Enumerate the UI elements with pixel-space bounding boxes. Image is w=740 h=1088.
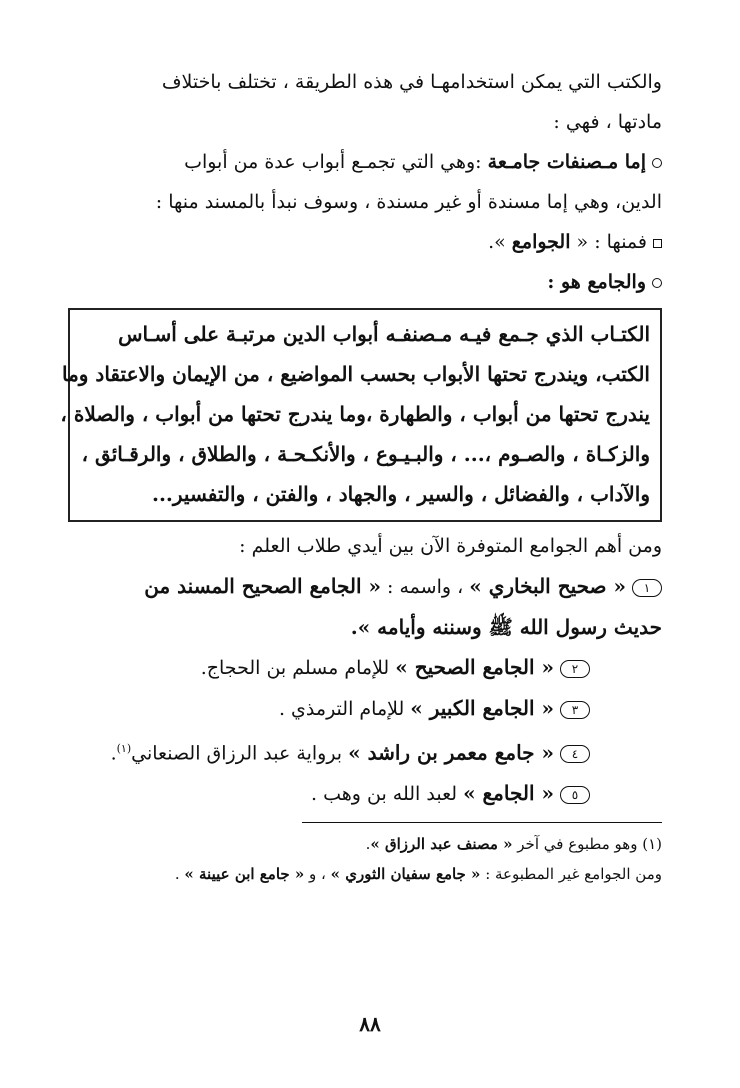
footnote-2-prefix: ومن الجوامع غير المطبوعة : [480, 865, 662, 884]
list-item [70, 729, 662, 773]
list-item-text: للإمام مسلم بن الحجاج. [200, 657, 396, 679]
intro-line-1: والكتب التي يمكن استخدامهـا في هذه الطريقة ، تختلف باختلاف [161, 71, 662, 93]
list-item-end: . [110, 742, 117, 765]
list-item [70, 688, 662, 729]
list-item-title: « الجامع الكبير » [410, 696, 554, 720]
list-item [70, 566, 662, 607]
list-item-title: « الجامع الصحيح » [395, 655, 554, 679]
list-item-line-2: حديث رسول الله ﷺ وسننه وأيامه ». [350, 615, 662, 639]
definition-line: والزكـاة ، والصـوم ،... ، والبـيـوع ، والأنكـحـة ، والطلاق ، والرقـائق ، [81, 442, 650, 466]
page-content [60, 62, 662, 889]
list-item-text: للإمام الترمذي . [278, 698, 411, 720]
circle-bullet-icon [652, 278, 662, 288]
footnote-1 [70, 829, 662, 859]
list-item-number: ٥ [560, 786, 590, 804]
square-bullet-icon [653, 239, 662, 248]
footnote-2-title-2: « جامع ابن عيينة » [184, 865, 305, 884]
list-item [70, 773, 662, 814]
list-item-number: ٢ [560, 660, 590, 678]
item-comprehensive-works [70, 142, 662, 182]
footnote-2 [70, 859, 662, 889]
footnote-1-end: . [365, 835, 371, 854]
item-comprehensive-line-2: الدين، وهي إما مسندة أو غير مسندة ، وسوف نبدأ بالمسند منها : [155, 191, 662, 213]
list-item-title: « جامع معمر بن راشد » [348, 740, 554, 765]
list-item-number: ١ [632, 579, 662, 597]
list-item-mid: ، واسمه : [381, 576, 470, 598]
list-item-number: ٤ [560, 745, 590, 763]
footnote-2-title-1: « جامع سفيان الثوري » [330, 865, 481, 884]
footnote-reference[interactable]: (١) [116, 742, 132, 755]
list-item-text: برواية عبد الرزاق الصنعاني [131, 742, 349, 765]
definition-line: الكتب، ويندرج تحتها الأبواب بحسب المواضيع ، من الإيمان والاعتقاد وما [61, 362, 650, 386]
item-comprehensive-title: إما مـصنفات جامـعة [487, 151, 646, 173]
definition-box [60, 308, 662, 522]
sub-item-prefix: فمنها : « [570, 231, 647, 253]
jami-definition-label [70, 262, 662, 302]
list-item-number: ٣ [560, 701, 590, 719]
jami-label-text: والجامع هو : [547, 271, 646, 293]
page-number: ٨٨ [359, 1012, 381, 1036]
circle-bullet-icon [652, 158, 662, 168]
list-item [70, 647, 662, 688]
definition-line: والآداب ، والفضائل ، والسير ، والجهاد ، والفتن ، والتفسير... [152, 482, 650, 506]
item-comprehensive-text: :وهي التي تجمـع أبواب عدة من أبواب [184, 151, 488, 173]
sub-item-jawami [70, 222, 662, 262]
list-item-title: « الجامع » [463, 781, 554, 806]
definition-line: الكتـاب الذي جـمع فيـه مـصنفـه أبواب الدين مرتبـة على أسـاس [118, 322, 650, 346]
footnote-2-mid: ، و [304, 865, 331, 884]
sub-item-title: الجوامع [511, 231, 571, 253]
footnote-1-prefix: (١) وهو مطبوع في آخر [512, 835, 662, 854]
footnote-1-title: « مصنف عبد الرزاق » [370, 835, 513, 854]
sub-item-suffix: ». [488, 231, 512, 253]
list-item-full-name: « الجامع الصحيح المسند من [144, 574, 382, 598]
list-intro: ومن أهم الجوامع المتوفرة الآن بين أيدي طلاب العلم : [239, 535, 662, 557]
intro-line-2: مادتها ، فهي : [553, 111, 662, 133]
list-item-text: لعبد الله بن وهب . [311, 783, 464, 806]
footnote-separator [302, 822, 662, 823]
definition-line: يندرج تحتها من أبواب ، والطهارة ،وما يندرج تحتها من أبواب ، والصلاة ، [60, 402, 650, 426]
list-item-title: « صحيح البخاري » [469, 574, 626, 598]
footnote-2-end: . [174, 865, 185, 884]
